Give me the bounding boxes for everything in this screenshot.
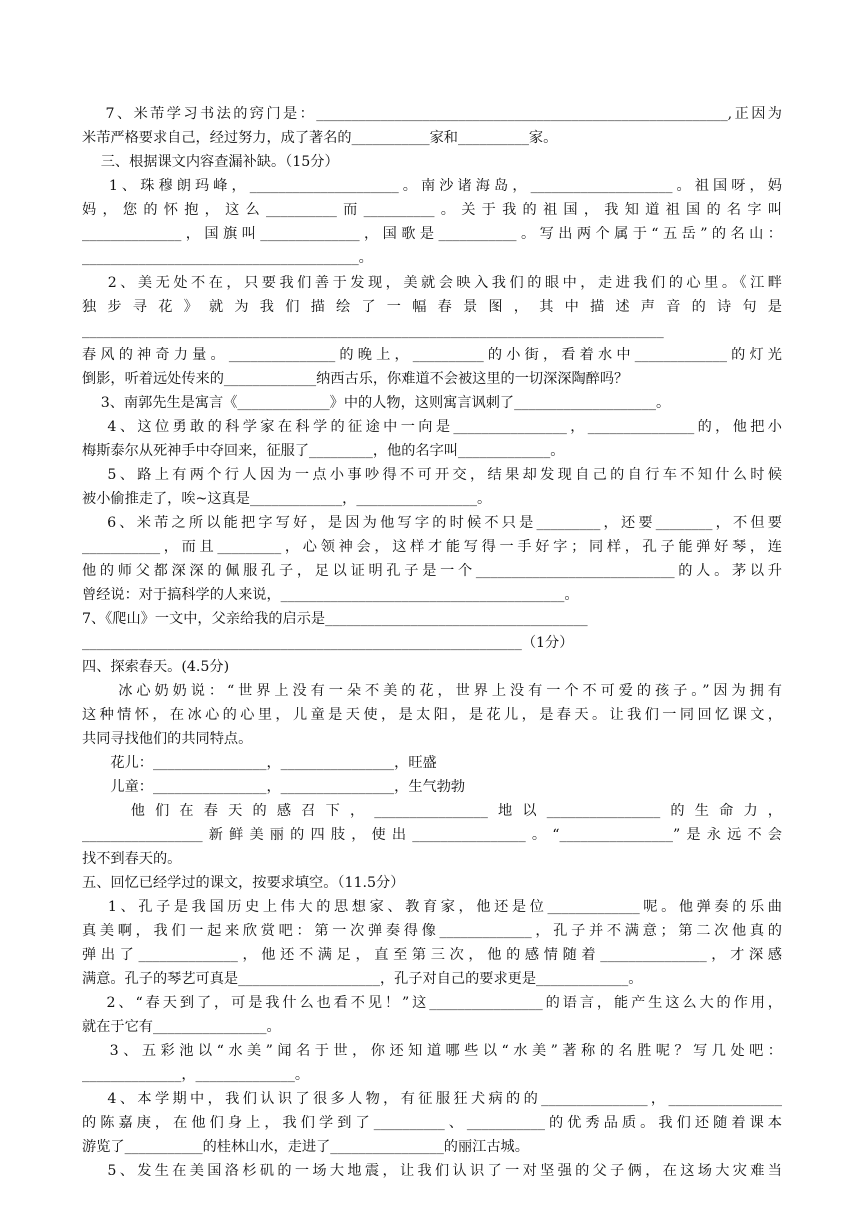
text-line: 的陈嘉庚，在他们身上，我们学到了__________、___________的优秀品质。我们还随着课本 [82,1115,782,1131]
text-line: 儿童：________________，________________，生气勃勃 [82,779,466,795]
text-line: _________________新鲜美丽的四肢，使出________________。“________________”是永远不会 [82,827,782,843]
text-line: 妈，您的怀抱，这么__________而__________。关于我的祖国，我知道祖国的名字叫 [82,202,782,218]
text-line: 5、发生在美国洛杉矶的一场大地震，让我们认识了一对坚强的父子俩，在这场大灾难当 [82,1163,782,1179]
text-line: 3、五彩池以“水美”闻名于世，你还知道哪些以“水美”著称的名胜呢？写几处吧： [82,1043,782,1059]
text-line: ______________________________________________________________（1分） [82,635,574,651]
text-line: 5、路上有两个行人因为一点小事吵得不可开交，结果却发现自己的自行车不知什么时候 [82,467,782,483]
text-line: 6、米芾之所以能把字写好，是因为他写字的时候不只是_________，还要________，不但要 [82,515,782,531]
text-line: 3、南郭先生是寓言《_____________》中的人物，这则寓言讽刺了____________________。 [82,395,671,411]
text-line: 2、“春天到了，可是我什么也看不见！”这________________的语言，能产生这么大的作用， [82,995,782,1011]
text-line: 他的师父都深深的佩服孔子，足以证明孔子是一个____________________________的人。茅以升 [82,563,782,579]
text-line: 1、珠穆朗玛峰，_____________________。南沙诸海岛，____________________。祖国呀，妈 [82,178,782,194]
text-line: 4、本学期中，我们认识了很多人物，有征服狂犬病的的_______________，________________ [82,1091,782,1107]
text-line: 梅斯泰尔从死神手中夺回来，征服了_________，他的名字叫_____________。 [82,443,565,459]
text-line: 这种情怀，在冰心的心里，儿童是天使，是太阳，是花儿，是春天。让我们一同回忆课文， [82,707,782,723]
text-line: 米芾严格要求自己，经过努力，成了著名的___________家和__________家。 [82,130,558,146]
text-line: 2、美无处不在，只要我们善于发现，美就会映入我们的眼中，走进我们的心里。《江畔 [82,275,782,291]
text-line: 冰心奶奶说：“世界上没有一朵不美的花，世界上没有一个不可爱的孩子。”因为拥有 [82,683,782,699]
text-line: 曾经说：对于搞科学的人来说，________________________________________。 [82,587,579,603]
text-line: 满意。孔子的琴艺可真是____________________，孔子对自己的要求更是_____________。 [82,971,643,987]
text-line: ______________，国旗叫______________，国歌是___________。写出两个属于“五岳”的名山： [82,226,782,242]
text-line: 7、《爬山》一文中，父亲给我的启示是_____________________________________ [82,611,588,627]
section-heading: 四、探索春天。(4.5分) [82,659,230,675]
text-line: __________________________________________________________________________________ [82,323,664,339]
text-line: 花儿：________________，________________，旺盛 [82,755,437,771]
text-line: 独步寻花》就为我们描绘了一幅春景图，其中描述声音的诗句是 [82,299,782,315]
text-line: 就在于它有________________。 [82,1019,281,1035]
text-line: ___________，而且_________，心领神会，这样才能写得一手好字；同样，孔子能弹好琴，连 [82,539,782,555]
text-line: 共同寻找他们的共同特点。 [82,731,253,747]
text-line: 被小偷推走了，唉~这真是_____________，_________________。 [82,491,492,507]
section-heading: 五、回忆已经学过的课文，按要求填空。（11.5分） [82,875,405,891]
text-line: 4、这位勇敢的科学家在科学的征途中一向是________________，_______________的，他把小 [82,419,782,435]
section-heading: 三、根据课文内容查漏补缺。（15分） [82,154,339,170]
text-line: 1、孔子是我国历史上伟大的思想家、教育家，他还是位_____________呢。他弹奏的乐曲 [82,899,782,915]
text-line: 春风的神奇力量。_______________的晚上，__________的小街，看着水中_____________的灯光 [82,347,782,363]
text-line: _______________________________________。 [82,250,373,266]
text-line: 游览了___________的桂林山水，走进了________________的丽江古城。 [82,1139,529,1155]
text-line: 他们在春天的感召下，________________地以________________的生命力， [82,803,782,819]
text-line: 弹出了______________，他还不满足，直至第三次，他的感情随着_______________，才深感 [82,947,782,963]
text-line: 真美啊，我们一起来欣赏吧：第一次弹奏得像_____________，孔子并不满意；第二次他真的 [82,923,782,939]
text-line: ______________，______________。 [82,1067,310,1083]
text-line: 找不到春天的。 [82,851,182,867]
text-line: 7、米芾学习书法的窍门是：__________________________________________________________,正因为 [82,106,782,122]
text-line: 倒影，听着远处传来的_____________纳西古乐，你难道不会被这里的一切深深陶醉吗？ [82,371,629,387]
